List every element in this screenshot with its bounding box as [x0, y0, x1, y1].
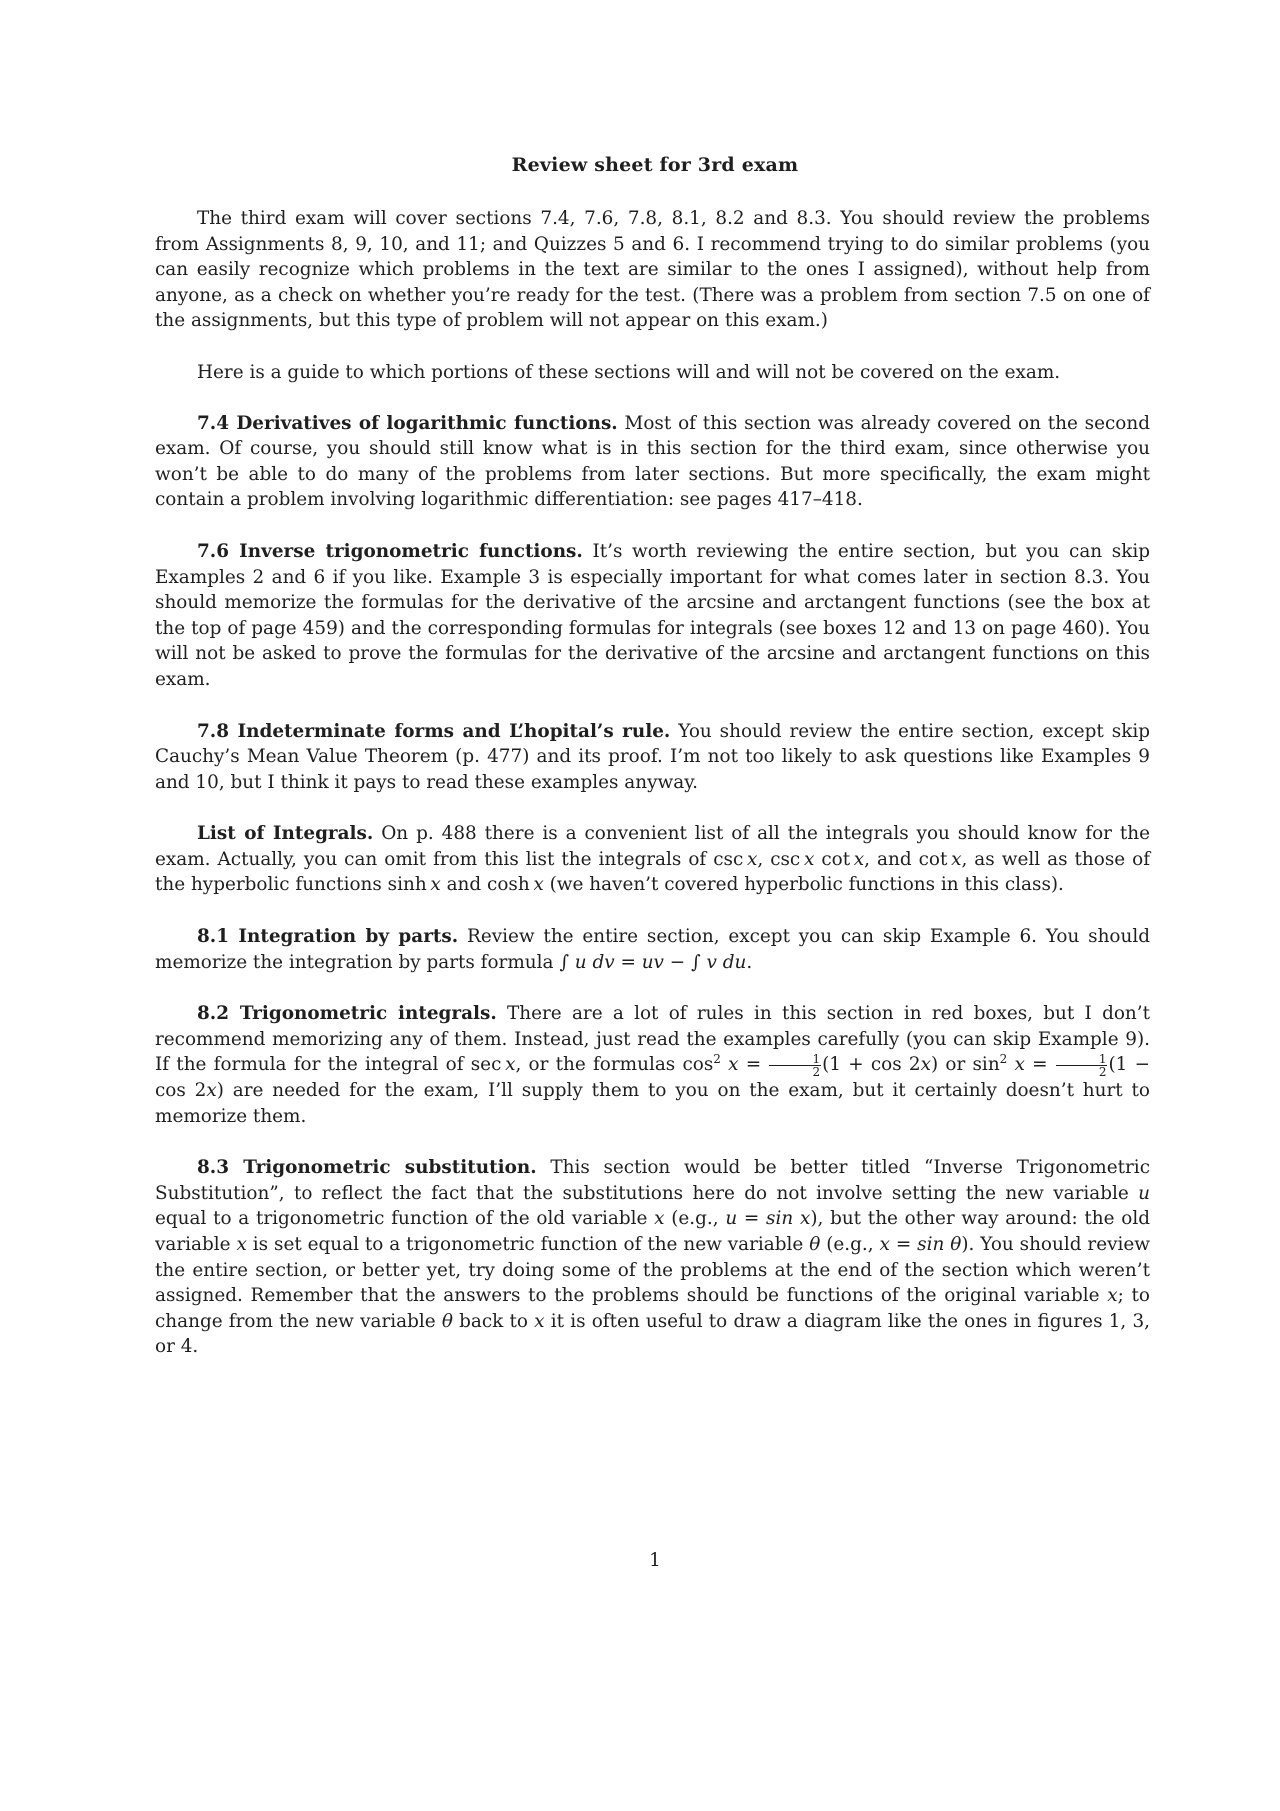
section-text: ), but the other way around: the old variable — [155, 1208, 1150, 1255]
math-var: x — [430, 874, 441, 896]
section-heading: 7.6 Inverse trigonometric functions. — [197, 540, 583, 562]
section-8-1 — [155, 924, 1150, 975]
math-var: x — [1007, 1054, 1025, 1076]
exponent: 2 — [713, 1052, 721, 1067]
page-title: Review sheet for 3rd exam — [511, 154, 799, 176]
fraction-one-half — [1056, 1053, 1108, 1078]
section-heading: 7.8 Indeterminate forms and L’hopital’s rule. — [197, 720, 671, 742]
math-var: x — [746, 848, 758, 870]
guide-paragraph: Here is a guide to which portions of these sections will and will not be covered on the exam. — [197, 361, 1061, 383]
section-text: Most of this section was already covered on the second exam. Of course, you should still know what is in this section for the third exam, since otherwise you won’t be able to do many of the problems from later sections. But more specifically, the exam might contain a problem involving logarithmic differentiation: see pages 417–418. — [155, 412, 1150, 511]
math-var: θ — [441, 1310, 453, 1332]
section-text: it is often useful to draw a diagram like the ones in figures 1, 3, or 4. — [155, 1310, 1150, 1358]
math-expr: u = sin x — [725, 1208, 811, 1230]
fraction-denominator: 2 — [1098, 1064, 1107, 1079]
section-text: This section would be better titled “Inverse Trigonometric Substitution”, to reflect the fact that the substitutions here do not involve setting the new variable — [155, 1157, 1150, 1204]
math-var: x — [920, 1054, 931, 1076]
math-var: θ — [809, 1234, 821, 1255]
math-var: x — [236, 1234, 247, 1255]
math-var: x — [951, 848, 962, 870]
section-text: (e.g., — [664, 1208, 726, 1230]
math-expr: ) — [930, 1054, 939, 1076]
section-7-8 — [155, 719, 1150, 796]
fraction-numerator: 1 — [1056, 1053, 1108, 1066]
math-op: = — [1024, 1054, 1055, 1076]
section-list-of-integrals — [155, 821, 1150, 898]
math-var: x — [654, 1208, 665, 1230]
math-var: x — [853, 848, 865, 870]
fraction-numerator: 1 — [769, 1053, 821, 1066]
section-text: On p. 488 there is a convenient list of all the integrals you should know for the exam. Actually, you can omit from this list the integrals of csc — [155, 823, 1151, 870]
fraction-one-half — [769, 1053, 821, 1078]
section-7-6 — [155, 539, 1150, 693]
section-text: . — [746, 951, 753, 973]
section-heading: List of Integrals. — [197, 823, 374, 845]
section-text: There are a lot of rules in this section in red boxes, but I don’t recommend memorizing any of them. Instead, just read the examples carefully (you can skip Example 9). If the formula for the integral of sec — [155, 1003, 1150, 1076]
section-text: equal to a trigonometric function of the old variable — [155, 1208, 648, 1230]
section-text: , or the formulas cos — [515, 1054, 714, 1076]
math-expr: x = sin θ — [879, 1234, 962, 1255]
section-text: is set equal to a trigonometric function of the new variable — [246, 1234, 804, 1255]
exponent: 2 — [999, 1052, 1008, 1067]
section-text: (e.g., — [820, 1234, 880, 1255]
math-var: x — [533, 874, 544, 896]
section-text: (we haven’t covered hyperbolic functions in this class). — [543, 874, 1064, 896]
fraction-denominator: 2 — [812, 1064, 821, 1079]
math-expr: (1 − cos 2 — [155, 1054, 1150, 1102]
math-var: x — [534, 1310, 545, 1332]
section-text: are needed for the exam, I’ll supply them to you on the exam, but it certainly doesn’t hurt to memorize them. — [155, 1080, 1150, 1127]
section-text: , csc — [757, 848, 801, 870]
integration-by-parts-formula: ∫ u dv = uv − ∫ v du — [559, 951, 747, 973]
section-text: You should review the entire section, except skip Cauchy’s Mean Value Theorem (p. 477) and its proof. I’m not too likely to ask questions like Examples 9 and 10, but I think it pays to read these examples anyway. — [155, 720, 1150, 793]
page-number: 1 — [649, 1550, 661, 1571]
section-text: Review the entire section, except you can skip Example 6. You should memorize the integration by parts formula — [155, 926, 1150, 973]
section-text: cot — [814, 848, 851, 870]
math-var: x — [206, 1080, 217, 1102]
intro-paragraph: The third exam will cover sections 7.4, 7.6, 7.8, 8.1, 8.2 and 8.3. You should review the problems from Assignments 8, 9, 10, and 11; and Quizzes 5 and 6. I recommend trying to do similar problems (you can easily recognize which problems in the text are similar to the ones I assigned), without help from anyone, as a check on whether you’re ready for the test. (There was a problem from section 7.5 on one of the assignments, but this type of problem will not appear on this exam.) — [155, 208, 1150, 332]
math-var: x — [505, 1054, 516, 1076]
math-op: = — [738, 1054, 769, 1076]
math-var: x — [720, 1054, 739, 1076]
math-expr: (1 + cos 2 — [822, 1054, 921, 1076]
section-text: ). You should review the entire section, or better yet, try doing some of the problems at the end of the section which weren’t assigned. Remember that the answers to the problems should be functions of the original variable — [155, 1234, 1150, 1307]
section-heading: 7.4 Derivatives of logarithmic functions. — [197, 412, 618, 434]
math-expr: ) — [216, 1080, 224, 1102]
math-var: x — [803, 848, 815, 870]
section-8-3 — [155, 1155, 1150, 1360]
section-heading: 8.1 Integration by parts. — [197, 926, 459, 948]
document-body — [155, 206, 1150, 1386]
section-text: ; to change from the new variable — [155, 1285, 1150, 1332]
section-text: It’s worth reviewing the entire section, but you can skip Examples 2 and 6 if you like. Example 3 is especially important for what comes later in section 8.3. You should memorize the formulas for the derivative of the arcsine and arctangent functions (see the box at the top of page 459) and the corresponding formulas for integrals (see boxes 12 and 13 on page 460). You will not be asked to prove the formulas for the derivative of the arcsine and arctangent functions on this exam. — [155, 540, 1150, 690]
section-text: , as well as those of the hyperbolic functions sinh — [155, 848, 1151, 896]
section-text: and cosh — [440, 874, 530, 896]
section-heading: 8.2 Trigonometric integrals. — [197, 1003, 497, 1025]
section-7-4 — [155, 411, 1150, 513]
section-text: or sin — [938, 1054, 1000, 1076]
section-heading: 8.3 Trigonometric substitution. — [197, 1157, 537, 1179]
math-var: u — [1138, 1182, 1150, 1204]
section-8-2 — [155, 1001, 1150, 1129]
section-text: back to — [452, 1310, 528, 1332]
section-text: , and cot — [864, 848, 948, 870]
math-var: x — [1107, 1285, 1118, 1307]
